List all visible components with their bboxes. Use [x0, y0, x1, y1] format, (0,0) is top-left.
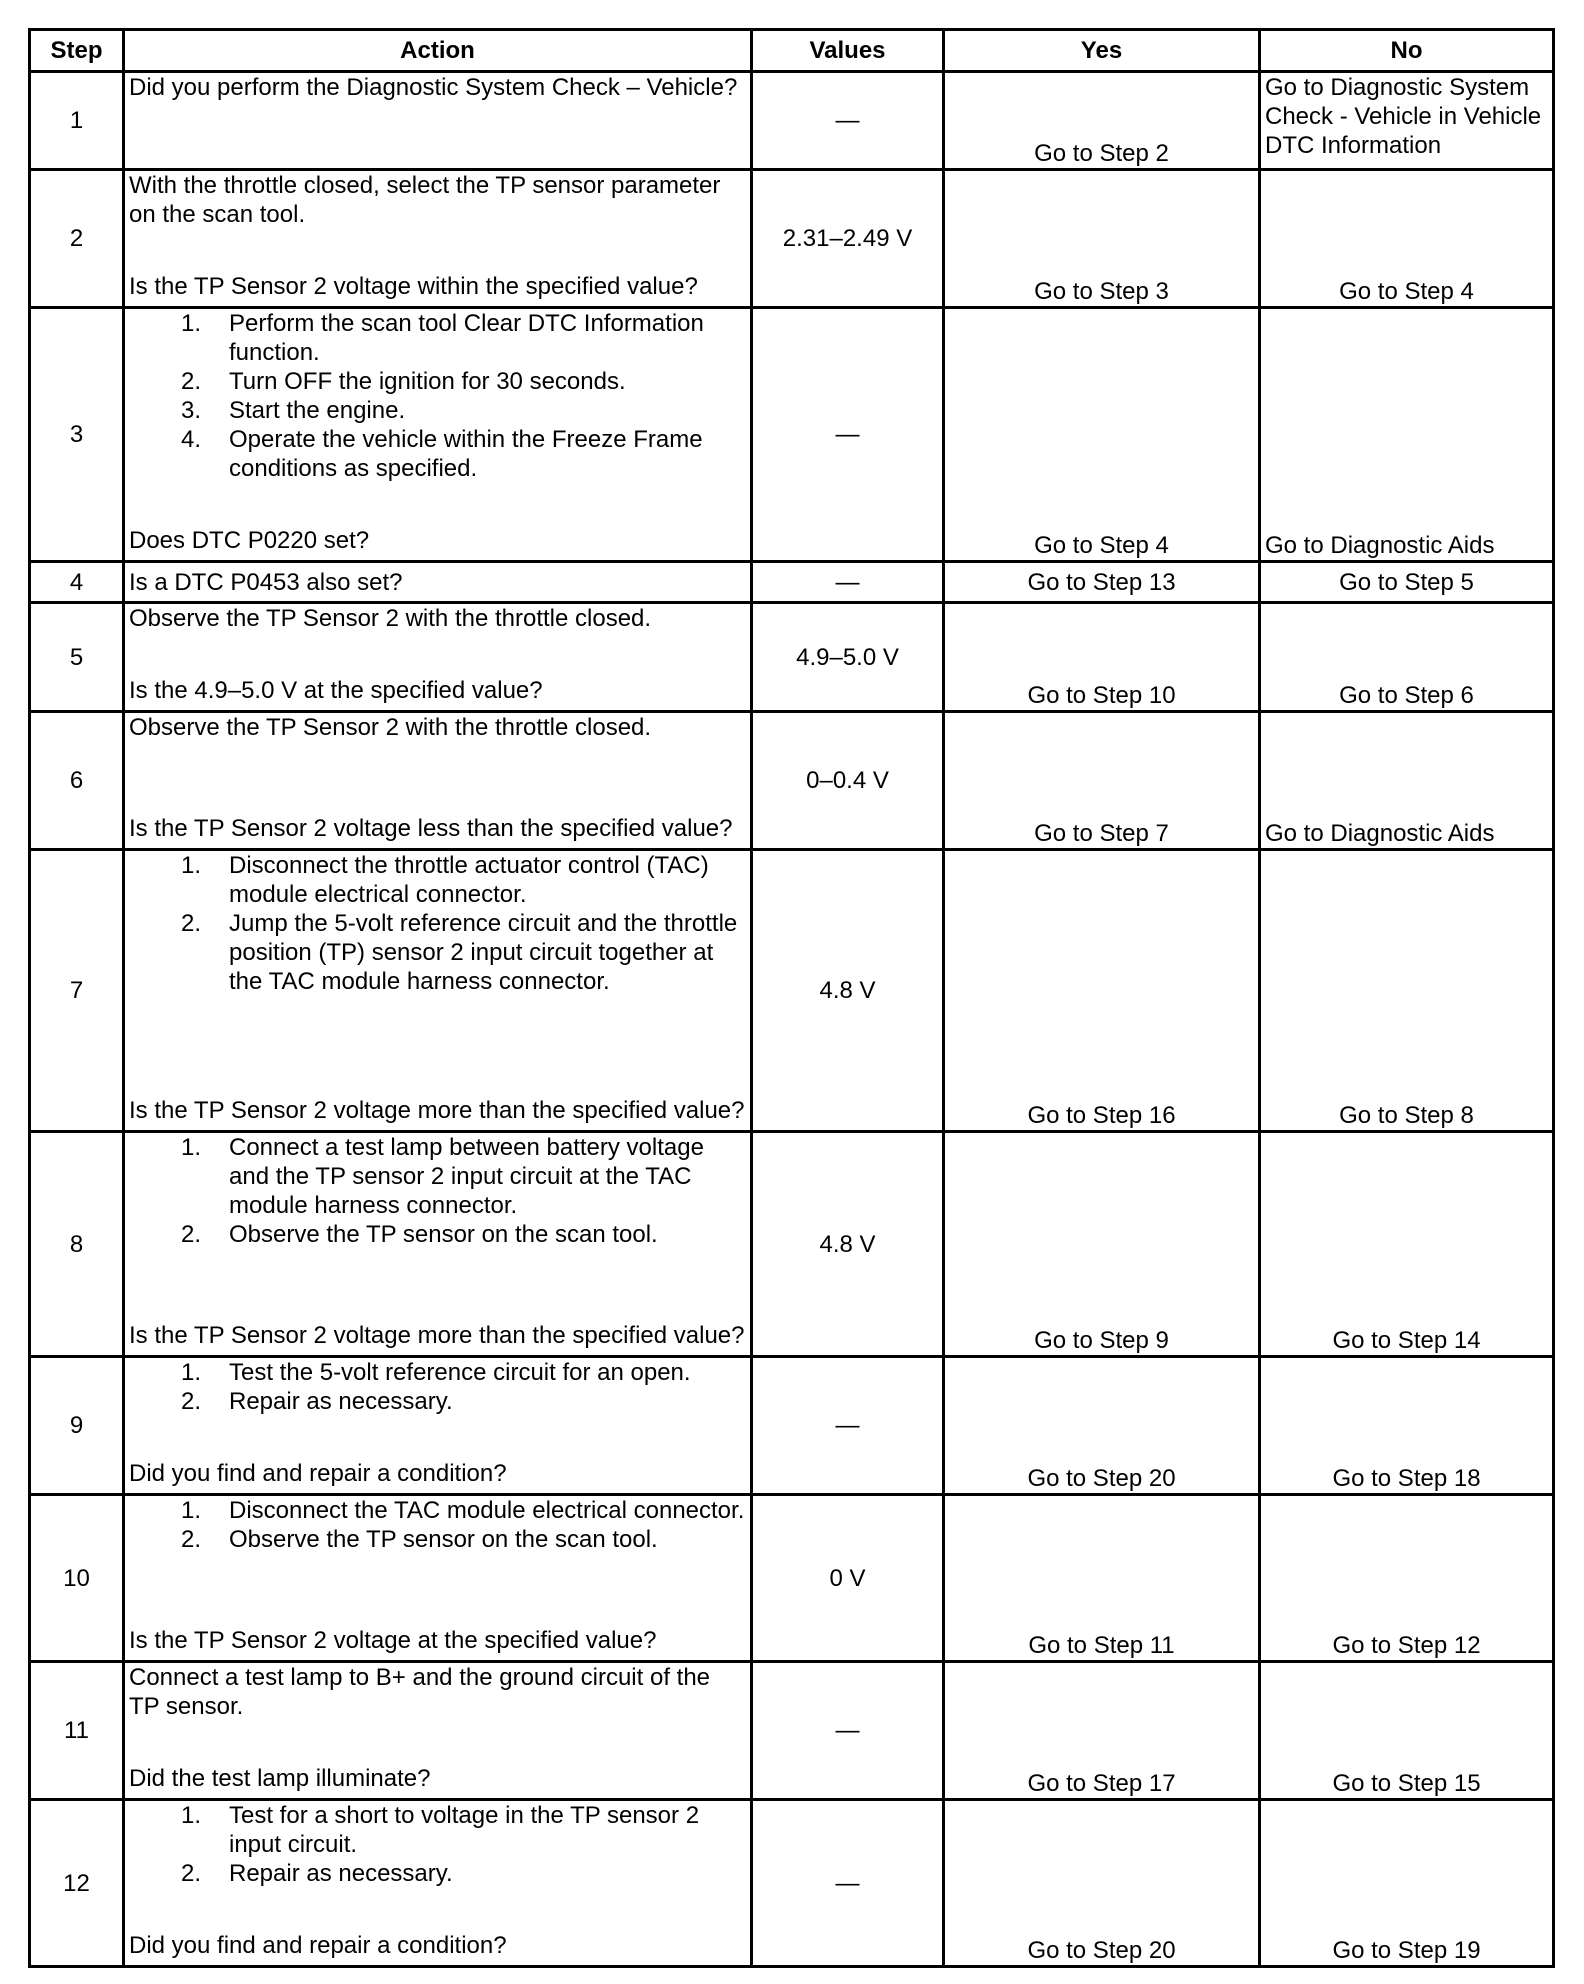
action-step-item: 4. Operate the vehicle within the Freeze Frame conditions as specified. [180, 426, 703, 482]
table-row [30, 308, 1554, 562]
step-number: 5 [30, 603, 124, 712]
action-steps [129, 1358, 746, 1416]
yes-cell: Go to Step 17 [944, 1662, 1260, 1800]
action-text: Observe the TP Sensor 2 with the throttle closed. [129, 714, 652, 741]
action-cell [124, 308, 752, 562]
action-text: With the throttle closed, select the TP sensor parameter on the scan tool. [129, 172, 721, 228]
action-cell [124, 1800, 752, 1967]
value-cell: 0–0.4 V [752, 712, 944, 850]
no-cell: Go to Diagnostic System Check - Vehicle in Vehicle DTC Information [1260, 72, 1554, 170]
action-question: Did you find and repair a condition? [129, 1460, 507, 1487]
action-steps [129, 309, 746, 483]
table-row [30, 562, 1554, 603]
value-cell: 4.9–5.0 V [752, 603, 944, 712]
diagnostic-table [28, 28, 1555, 1968]
action-steps [129, 851, 746, 996]
no-cell: Go to Step 14 [1260, 1132, 1554, 1357]
no-cell: Go to Step 5 [1260, 562, 1554, 603]
no-cell: Go to Step 15 [1260, 1662, 1554, 1800]
step-number: 12 [30, 1800, 124, 1967]
action-cell [124, 1357, 752, 1495]
no-cell: Go to Step 18 [1260, 1357, 1554, 1495]
action-step-item: 1. Disconnect the TAC module electrical connector. [180, 1497, 745, 1524]
action-question: Is the TP Sensor 2 voltage at the specified value? [129, 1627, 657, 1654]
table-row [30, 1132, 1554, 1357]
value-cell: — [752, 1357, 944, 1495]
action-text: Observe the TP Sensor 2 with the throttle closed. [129, 605, 652, 632]
action-step-item: 1. Test for a short to voltage in the TP sensor 2 input circuit. [180, 1802, 700, 1858]
step-number: 3 [30, 308, 124, 562]
action-steps [129, 1801, 746, 1888]
action-step-item: 2. Jump the 5-volt reference circuit and the throttle position (TP) sensor 2 input circuit together at the TAC module harness connector. [180, 910, 738, 995]
action-question: Is the TP Sensor 2 voltage more than the specified value? [129, 1322, 745, 1349]
value-cell: 4.8 V [752, 1132, 944, 1357]
action-question: Does DTC P0220 set? [129, 527, 370, 554]
action-step-item: 2. Turn OFF the ignition for 30 seconds. [180, 368, 626, 395]
header-action: Action [124, 30, 752, 72]
action-text: Connect a test lamp to B+ and the ground circuit of the TP sensor. [129, 1664, 711, 1720]
no-cell: Go to Diagnostic Aids [1260, 308, 1554, 562]
yes-cell: Go to Step 3 [944, 170, 1260, 308]
table-row [30, 603, 1554, 712]
table-row [30, 712, 1554, 850]
action-step-item: 2. Observe the TP sensor on the scan tool. [180, 1526, 658, 1553]
action-cell [124, 1662, 752, 1800]
yes-cell: Go to Step 13 [944, 562, 1260, 603]
value-cell: — [752, 308, 944, 562]
no-cell: Go to Step 12 [1260, 1495, 1554, 1662]
yes-cell: Go to Step 7 [944, 712, 1260, 850]
action-step-item: 2. Repair as necessary. [180, 1860, 453, 1887]
value-cell: 2.31–2.49 V [752, 170, 944, 308]
action-question: Is the TP Sensor 2 voltage less than the specified value? [129, 815, 733, 842]
header-no: No [1260, 30, 1554, 72]
action-steps [129, 1496, 746, 1554]
step-number: 8 [30, 1132, 124, 1357]
action-step-item: 1. Connect a test lamp between battery voltage and the TP sensor 2 input circuit at the TAC module harness connector. [180, 1134, 704, 1219]
action-cell [124, 1495, 752, 1662]
header-yes: Yes [944, 30, 1260, 72]
table-row [30, 1495, 1554, 1662]
yes-cell: Go to Step 10 [944, 603, 1260, 712]
yes-cell: Go to Step 4 [944, 308, 1260, 562]
no-cell: Go to Step 6 [1260, 603, 1554, 712]
no-cell: Go to Step 8 [1260, 850, 1554, 1132]
yes-cell: Go to Step 16 [944, 850, 1260, 1132]
yes-cell: Go to Step 11 [944, 1495, 1260, 1662]
action-step-item: 2. Observe the TP sensor on the scan tool. [180, 1221, 658, 1248]
table-row [30, 170, 1554, 308]
table-row [30, 72, 1554, 170]
value-cell: — [752, 72, 944, 170]
action-cell [124, 850, 752, 1132]
action-cell [124, 1132, 752, 1357]
action-question: Is the TP Sensor 2 voltage within the specified value? [129, 273, 698, 300]
yes-cell: Go to Step 2 [944, 72, 1260, 170]
step-number: 7 [30, 850, 124, 1132]
no-cell: Go to Step 4 [1260, 170, 1554, 308]
action-step-item: 2. Repair as necessary. [180, 1388, 453, 1415]
yes-cell: Go to Step 20 [944, 1800, 1260, 1967]
action-cell [124, 562, 752, 603]
no-cell: Go to Step 19 [1260, 1800, 1554, 1967]
action-question: Did the test lamp illuminate? [129, 1765, 431, 1792]
action-step-item: 1. Perform the scan tool Clear DTC Information function. [180, 310, 704, 366]
action-question: Did you find and repair a condition? [129, 1932, 507, 1959]
value-cell: — [752, 562, 944, 603]
table-row [30, 850, 1554, 1132]
action-step-item: 1. Disconnect the throttle actuator control (TAC) module electrical connector. [180, 852, 709, 908]
action-text: Is a DTC P0453 also set? [129, 568, 403, 596]
action-question: Is the TP Sensor 2 voltage more than the specified value? [129, 1097, 745, 1124]
yes-cell: Go to Step 20 [944, 1357, 1260, 1495]
header-values: Values [752, 30, 944, 72]
step-number: 9 [30, 1357, 124, 1495]
table-row [30, 1800, 1554, 1967]
header-row [30, 30, 1554, 72]
no-cell: Go to Diagnostic Aids [1260, 712, 1554, 850]
step-number: 11 [30, 1662, 124, 1800]
value-cell: 4.8 V [752, 850, 944, 1132]
yes-cell: Go to Step 9 [944, 1132, 1260, 1357]
action-question: Is the 4.9–5.0 V at the specified value? [129, 677, 543, 704]
header-step: Step [30, 30, 124, 72]
action-steps [129, 1133, 746, 1249]
step-number: 4 [30, 562, 124, 603]
action-step-item: 1. Test the 5-volt reference circuit for an open. [180, 1359, 691, 1386]
value-cell: — [752, 1662, 944, 1800]
action-cell [124, 170, 752, 308]
step-number: 1 [30, 72, 124, 170]
value-cell: 0 V [752, 1495, 944, 1662]
value-cell: — [752, 1800, 944, 1967]
action-cell [124, 72, 752, 170]
step-number: 2 [30, 170, 124, 308]
action-cell [124, 603, 752, 712]
step-number: 6 [30, 712, 124, 850]
table-row [30, 1662, 1554, 1800]
table-row [30, 1357, 1554, 1495]
action-cell [124, 712, 752, 850]
action-step-item: 3. Start the engine. [180, 397, 406, 424]
step-number: 10 [30, 1495, 124, 1662]
action-text: Did you perform the Diagnostic System Check – Vehicle? [129, 74, 738, 101]
